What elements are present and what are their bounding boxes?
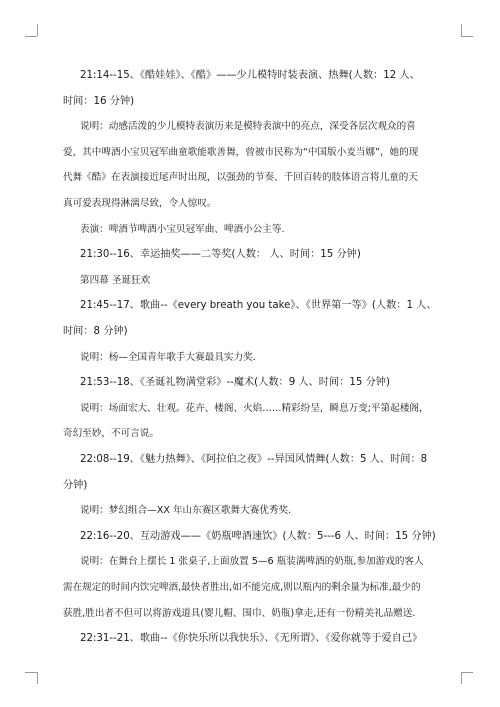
document-line: 代舞《酷》在表演接近尾声时出现，以强劲的节奏、千回百转的肢体语言将儿童的天 <box>63 172 418 184</box>
document-line: 第四幕 圣诞狂欢 <box>80 274 151 286</box>
document-line: 真可爱表现得淋漓尽致，令人惊叹。 <box>63 198 217 209</box>
document-line: 说明：梦幻组合—XX 年山东赛区歌舞大赛优秀奖. <box>80 505 292 517</box>
document-line: 表演：啤酒节啤酒小宝贝冠军曲、啤酒小公主等. <box>80 223 285 235</box>
document-line: 21:53--18、《圣诞礼物满堂彩》--魔术(人数：9 人、时间：15 分钟) <box>80 377 390 389</box>
document-line: 时间：8 分钟) <box>63 326 128 337</box>
document-line: 奇幻至妙，不可言说。 <box>63 428 159 440</box>
document-line: 说明：在舞台上摆长 1 张桌子,上面放置 5—6 瓶装满啤酒的奶瓶,参加游戏的客人 <box>80 556 424 568</box>
crop-mark-bottom-left-v <box>37 672 38 684</box>
document-line: 时间：16 分钟) <box>63 95 135 107</box>
document-line: 22:31--21、歌曲--《你快乐所以我快乐》、《无所谓》、《爱你就等于爱自己》 <box>80 633 423 645</box>
crop-mark-top-right-h <box>461 36 473 37</box>
document-line: 说明：动感活泼的少儿模特表演历来是模特表演中的亮点，深受各层次观众的喜 <box>80 121 416 133</box>
document-line: 21:14--15、《酷娃娃》、《酷》——少儿模特时装表演、热舞(人数：12 人、 <box>80 70 420 81</box>
crop-mark-bottom-right-v <box>461 672 462 684</box>
crop-mark-top-left-h <box>25 36 37 37</box>
document-line: 22:16--20、互动游戏——《奶瓶啤酒速饮》(人数：5---6 人、时间：15 分钟) <box>80 530 436 542</box>
crop-mark-top-left-v <box>37 24 38 36</box>
crop-mark-bottom-right-h <box>461 672 473 673</box>
document-line: 获胜,胜出者不但可以将游戏道具(婴儿帽、围巾、奶瓶)拿走,还有一份精美礼品赠送. <box>63 607 416 619</box>
document-line: 21:30--16、幸运抽奖——二等奖(人数： 人、时间：15 分钟) <box>80 249 361 261</box>
document-line: 爱，其中啤酒小宝贝冠军曲童歌能歌善舞，曾被市民称为“中国版小麦当娜”，她的现 <box>63 146 419 158</box>
document-line: 说明：杨—全国青年歌手大赛最具实力奖. <box>80 351 256 363</box>
document-line: 21:45--17、歌曲--《every breath you take》、《世界第一等》(人数：1 人、 <box>80 300 437 312</box>
crop-mark-top-right-v <box>461 24 462 36</box>
document-line: 22:08--19、《魅力热舞》、《阿拉伯之夜》--异国风情舞(人数：5 人、时间：8 <box>80 454 428 465</box>
document-line: 说明：场面宏大、壮观。花卉、楼阁、火焰……精彩纷呈，瞬息万变;平第起楼阁， <box>80 402 429 414</box>
crop-mark-bottom-left-h <box>25 672 37 673</box>
document-line: 分钟) <box>63 479 88 491</box>
document-line: 需在规定的时间内饮完啤酒,最快者胜出,如不能完成,则以瓶内的剩余量为标准,最少的 <box>63 582 421 593</box>
